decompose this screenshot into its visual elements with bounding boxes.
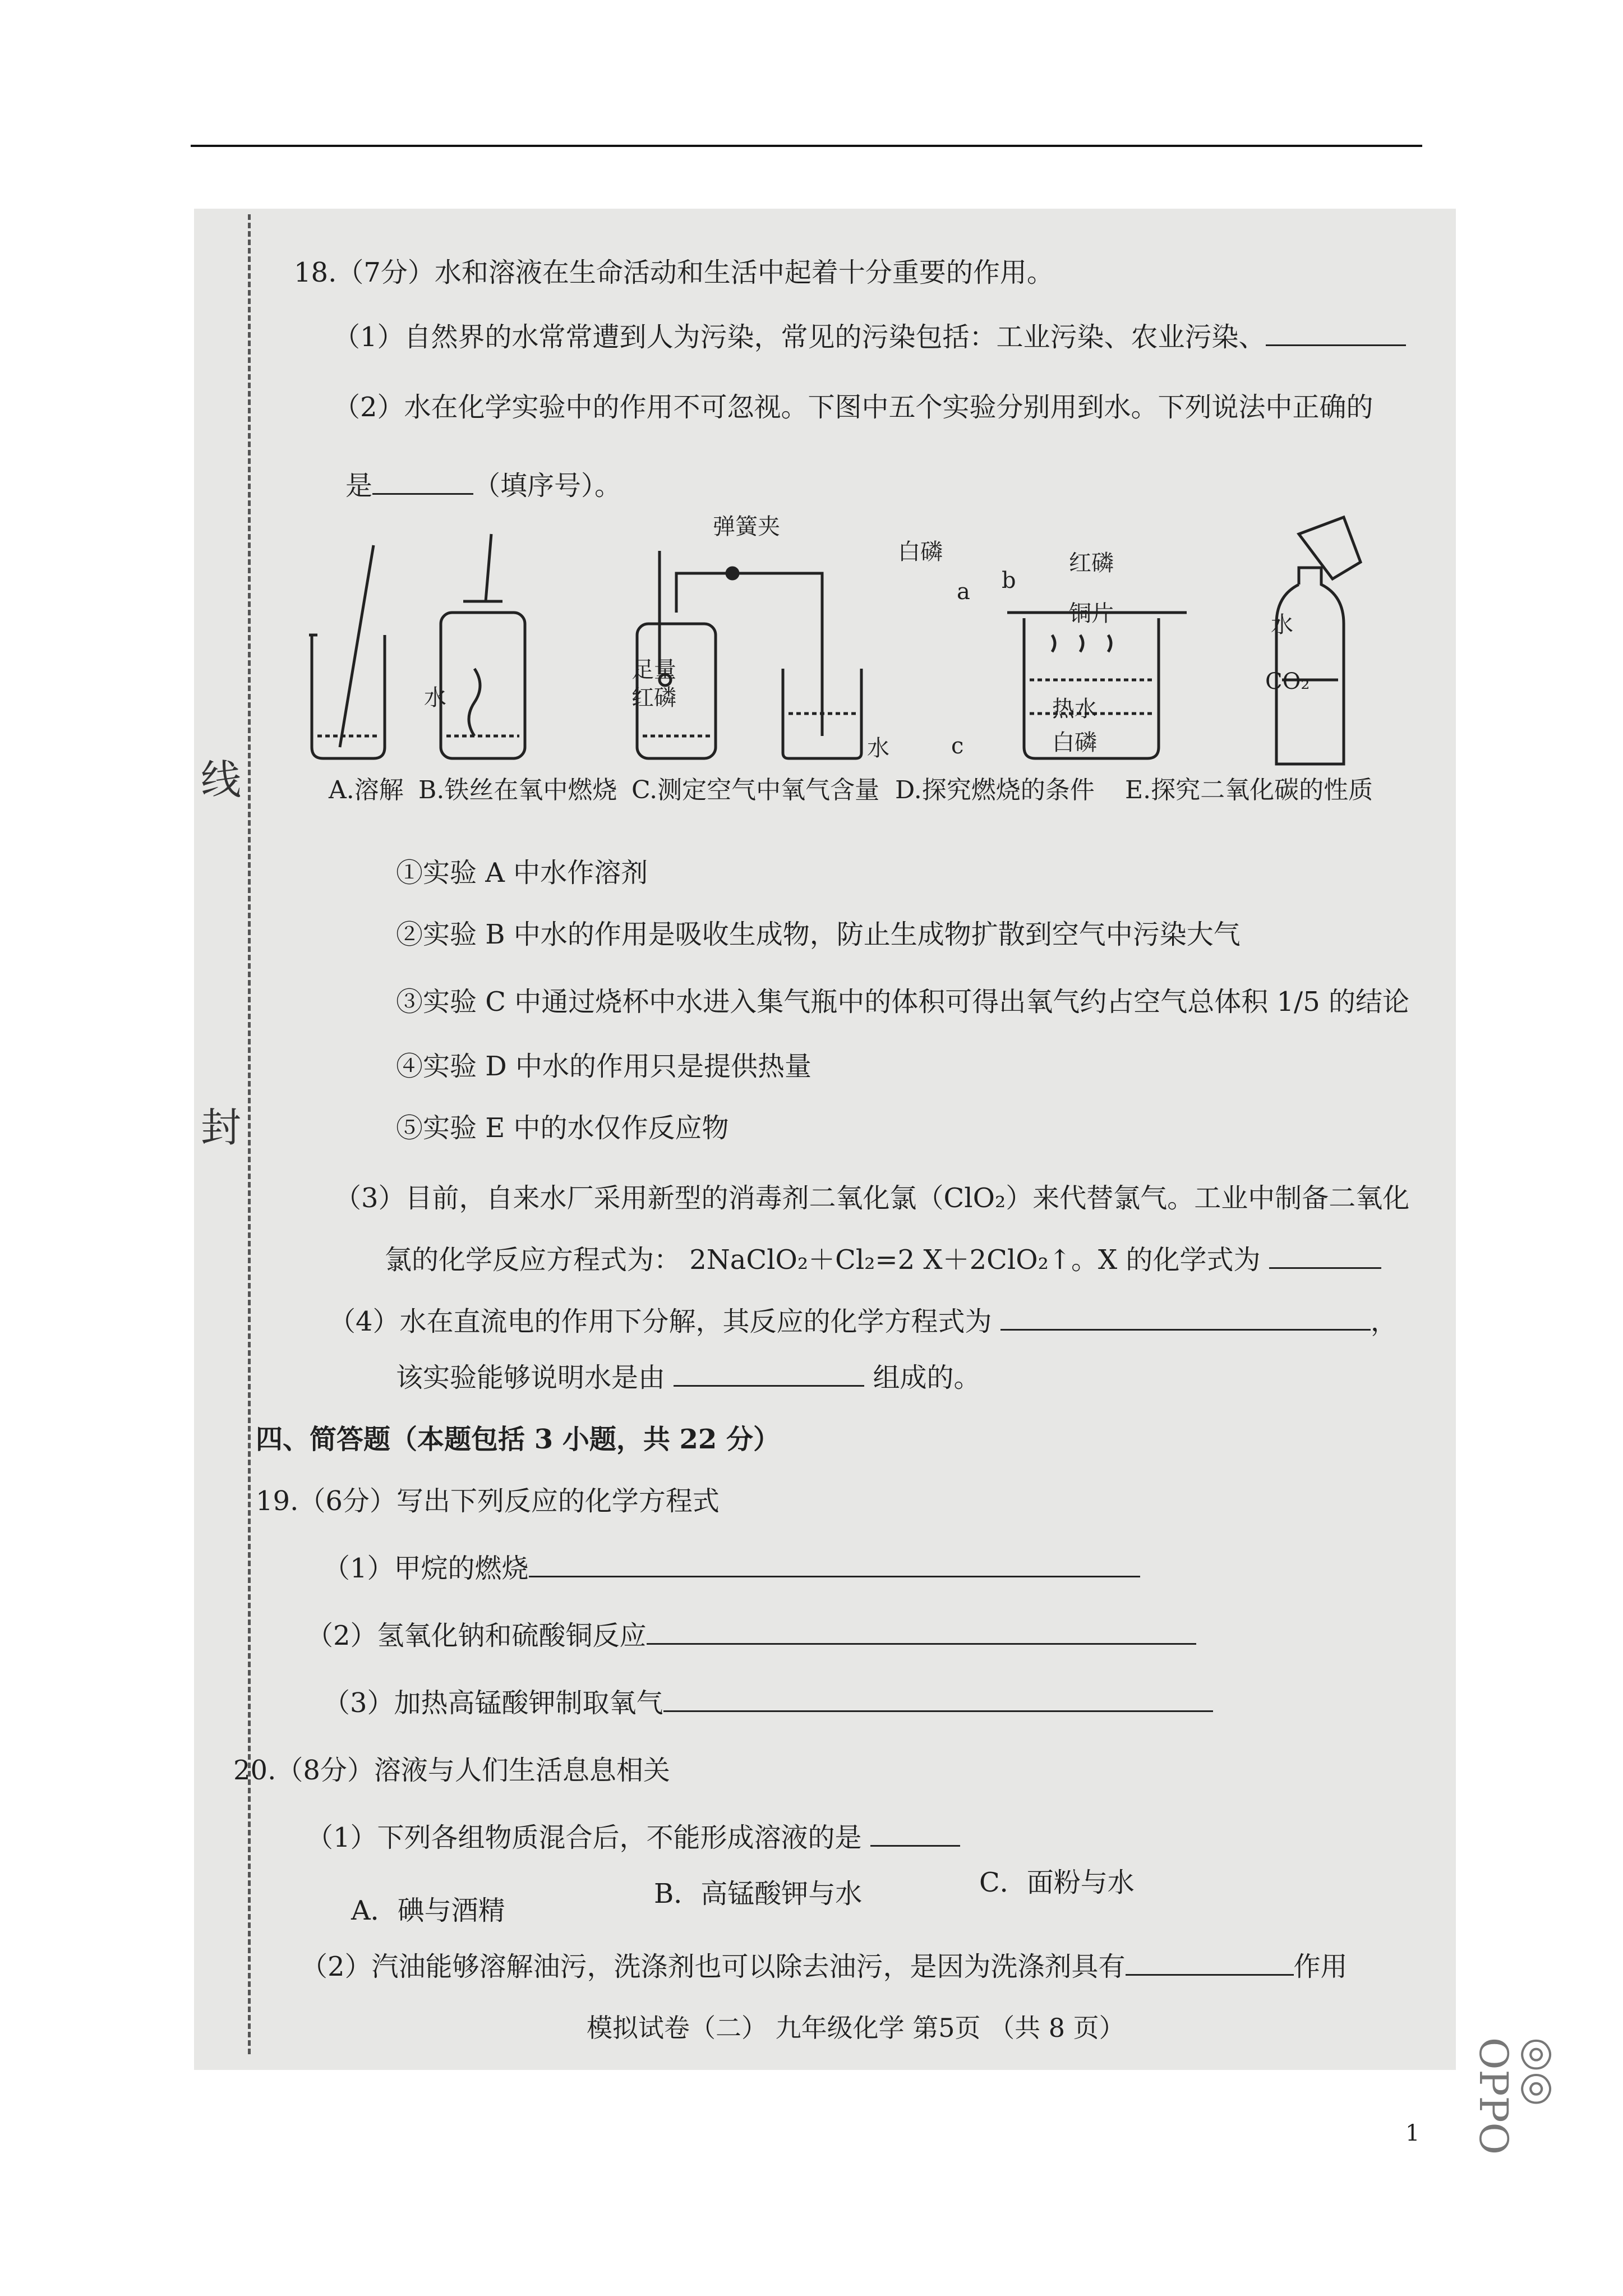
label-white-phosphorus: 白磷 <box>898 539 943 565</box>
q19-title: 19.（6分）写出下列反应的化学方程式 <box>256 1485 720 1517</box>
label-spring-clip: 弹簧夹 <box>713 514 780 540</box>
binding-mark-line: 线 <box>201 756 242 803</box>
option-5: ⑤实验 E 中的水仅作反应物 <box>396 1112 729 1144</box>
q18-p3b: 氯的化学反应方程式为： 2NaClO₂＋Cl₂=2 X＋2ClO₂↑。X 的化学式为 <box>385 1246 1381 1273</box>
binding-mark-seal: 封 <box>201 1104 242 1151</box>
q20-p1: （1）下列各组物质混合后，不能形成溶液的是 <box>306 1824 960 1851</box>
caption-b: B.铁丝在氧中燃烧 <box>418 776 617 804</box>
label-copper-plate: 铜片 <box>1069 601 1114 627</box>
label-red-phosphorus: 红磷 <box>1069 550 1114 576</box>
q18-p3a: （3）目前，自来水厂采用新型的消毒剂二氧化氯（ClO₂）来代替氯气。工业中制备二氧化 <box>334 1182 1410 1214</box>
label-water-c: 水 <box>867 735 889 761</box>
caption-d: D.探究燃烧的条件 <box>895 776 1095 804</box>
caption-e: E.探究二氧化碳的性质 <box>1125 776 1373 804</box>
page-footer: 模拟试卷（二） 九年级化学 第5页 （共 8 页） <box>587 2013 1125 2043</box>
caption-c: C.测定空气中氧气含量 <box>631 776 880 804</box>
label-hot-water: 热水 <box>1052 696 1097 722</box>
option-4: ④实验 D 中水的作用只是提供热量 <box>396 1051 812 1082</box>
q18-title: 18.（7分）水和溶液在生命活动和生活中起着十分重要的作用。 <box>294 257 1054 288</box>
scanned-page-photo <box>194 209 1562 2155</box>
top-rule <box>191 145 1422 147</box>
section-4-heading: 四、简答题（本题包括 3 小题，共 22 分） <box>256 1424 781 1455</box>
label-c: c <box>951 733 964 759</box>
label-enough: 足量 <box>631 657 676 683</box>
option-3: ③实验 C 中通过烧杯中水进入集气瓶中的体积可得出氧气约占空气总体积 1/5 的结论 <box>396 986 1410 1018</box>
label-water-b: 水 <box>424 685 446 711</box>
option-2: ②实验 B 中水的作用是吸收生成物，防止生成物扩散到空气中污染大气 <box>396 919 1241 950</box>
q18-p2a: （2）水在化学实验中的作用不可忽视。下图中五个实验分别用到水。下列说法中正确的 <box>333 392 1373 423</box>
q20-title: 20.（8分）溶液与人们生活息息相关 <box>233 1755 670 1786</box>
option-1: ①实验 A 中水作溶剂 <box>396 857 648 889</box>
q19-item-1: （1）甲烷的燃烧 <box>323 1555 1140 1582</box>
q18-p1: （1）自然界的水常常遭到人为污染，常见的污染包括：工业污染、农业污染、 <box>333 324 1406 351</box>
q19-item-2: （2）氢氧化钠和硫酸铜反应 <box>306 1622 1196 1649</box>
camera-watermark: ◎◎ OPPO <box>1470 2037 1562 2155</box>
label-water-e: 水 <box>1271 612 1293 638</box>
q18-p2b: 是 （填序号）。 <box>345 470 622 501</box>
label-b: b <box>1002 568 1016 593</box>
page-number: 1 <box>1405 2120 1420 2146</box>
q18-p4b: 该实验能够说明水是由 组成的。 <box>396 1362 981 1393</box>
label-co2: CO₂ <box>1265 669 1310 694</box>
caption-a: A.溶解 <box>329 776 404 804</box>
label-white-phosphorus-d: 白磷 <box>1052 730 1097 756</box>
q20-option-a: A．碘与酒精 <box>351 1895 505 1926</box>
q19-item-3: （3）加热高锰酸钾制取氧气 <box>323 1690 1213 1717</box>
q20-p2: （2）汽油能够溶解油污，洗涤剂也可以除去油污，是因为洗涤剂具有 作用 <box>301 1951 1348 1982</box>
label-red-phosphorus-c: 红磷 <box>631 685 676 711</box>
q20-option-c: C．面粉与水 <box>979 1867 1135 1898</box>
q18-p4a: （4）水在直流电的作用下分解，其反应的化学方程式为 ， <box>329 1306 1398 1337</box>
label-a: a <box>957 579 970 605</box>
q20-option-b: B．高锰酸钾与水 <box>654 1878 863 1910</box>
